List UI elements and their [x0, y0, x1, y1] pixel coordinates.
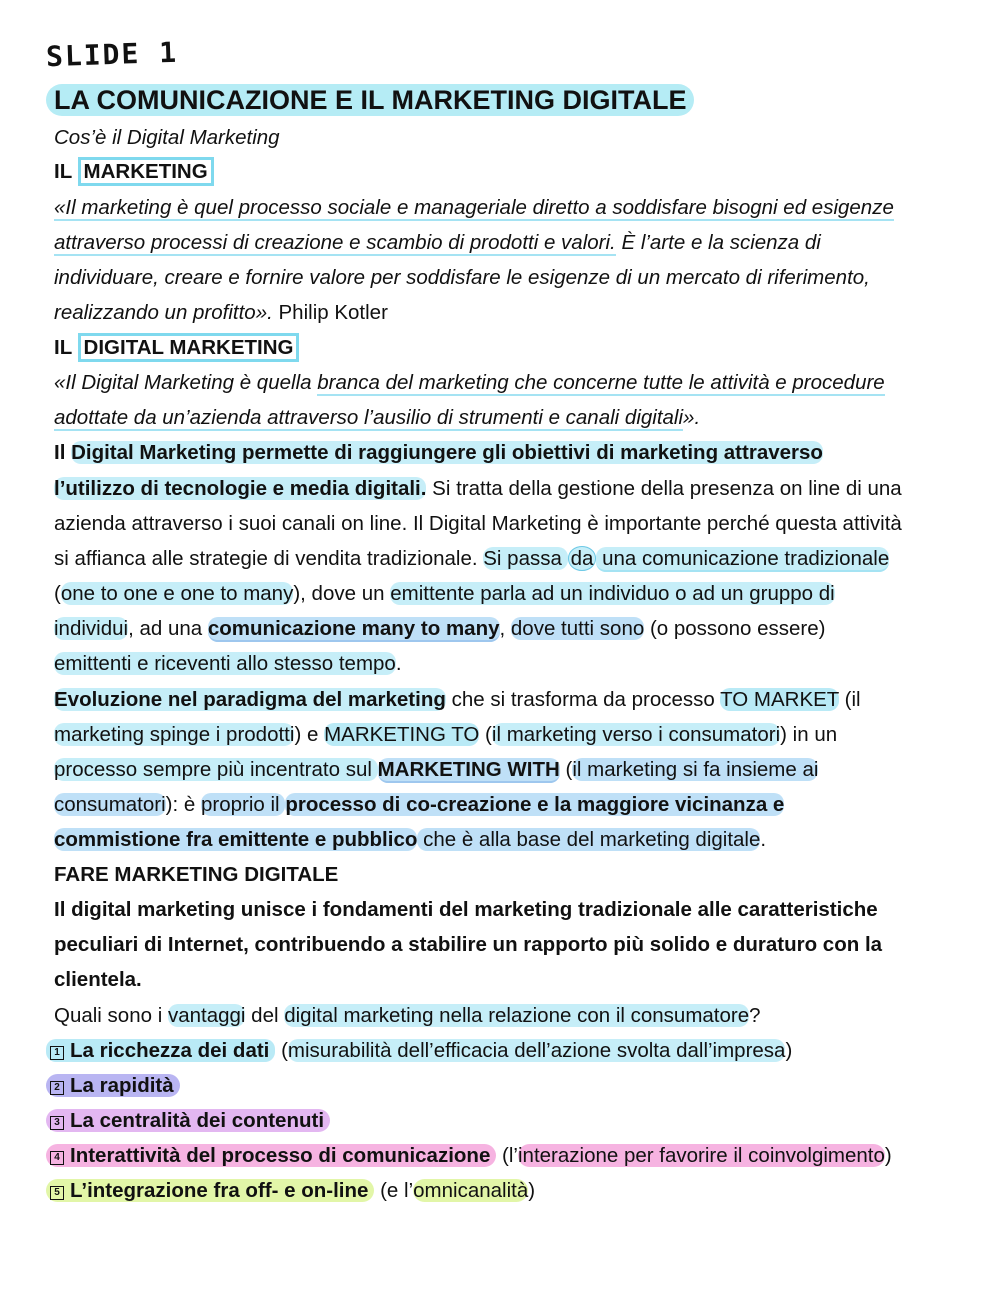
kotler-line-2: attraverso processi di creazione e scambio di prodotti e valori. È l’arte e la scienza di: [54, 231, 821, 254]
fare-line-2: peculiari di Internet, contribuendo a stabilire un rapporto più solido e duraturo con la: [54, 933, 883, 956]
number-box-icon: 4: [50, 1151, 64, 1165]
question-line: Quali sono i vantaggi del digital marketing nella relazione con il consumatore?: [54, 1004, 761, 1027]
list-item: 5 L’integrazione fra off- e on-line (e l’omnicanalità): [46, 1177, 535, 1205]
list-item: 3 La centralità dei contenuti: [46, 1107, 330, 1135]
slide-label: SLIDE 1: [45, 35, 179, 74]
boxed-term: MARKETING: [78, 157, 214, 186]
evolution-line-4: consumatori): è proprio il processo di co-creazione e la maggiore vicinanza e: [54, 793, 785, 816]
definition-line-4: l’utilizzo di tecnologie e media digitali. Si tratta della gestione della presenza on line di una: [54, 477, 902, 500]
evolution-line-5: commistione fra emittente e pubblico che è alla base del marketing digitale.: [54, 828, 767, 851]
subtitle: Cos’è il Digital Marketing: [54, 126, 280, 149]
number-box-icon: 3: [50, 1116, 64, 1130]
list-item: 2 La rapidità: [46, 1072, 180, 1100]
evolution-line-2: marketing spinge i prodotti) e MARKETING TO (il marketing verso i consumatori) in un: [54, 723, 838, 746]
section-heading-fare-marketing: FARE MARKETING DIGITALE: [54, 863, 339, 886]
number-box-icon: 2: [50, 1081, 64, 1095]
fare-line-1: Il digital marketing unisce i fondamenti del marketing tradizionale alle caratteristiche: [54, 898, 878, 921]
circled-word: da: [568, 546, 597, 571]
section-heading-marketing: IL MARKETING: [54, 158, 214, 186]
definition-line-3: Il Digital Marketing permette di raggiungere gli obiettivi di marketing attraverso: [54, 441, 823, 464]
page-title: LA COMUNICAZIONE E IL MARKETING DIGITALE: [46, 84, 694, 116]
kotler-line-4: realizzando un profitto». Philip Kotler: [54, 301, 388, 324]
list-item: 4 Interattività del processo di comunicazione (l’interazione per favorire il coinvolgimento): [46, 1142, 892, 1170]
kotler-line-1: «Il marketing è quel processo sociale e manageriale diretto a soddisfare bisogni ed esigenze: [54, 196, 894, 219]
definition-line-1: «Il Digital Marketing è quella branca del marketing che concerne tutte le attività e procedure: [54, 371, 885, 394]
kotler-line-3: individuare, creare e fornire valore per soddisfare le esigenze di un mercato di riferimento,: [54, 266, 870, 289]
definition-line-9: emittenti e riceventi allo stesso tempo.: [54, 652, 402, 675]
number-box-icon: 5: [50, 1186, 64, 1200]
definition-line-5: azienda attraverso i suoi canali on line. Il Digital Marketing è importante perché questa attività: [54, 512, 902, 535]
list-item: 1 La ricchezza dei dati (misurabilità dell’efficacia dell’azione svolta dall’impresa): [46, 1037, 792, 1065]
number-box-icon: 1: [50, 1046, 64, 1060]
definition-line-6: si affianca alle strategie di vendita tradizionale. Si passa da una comunicazione tradizionale: [54, 547, 890, 570]
definition-line-7: (one to one e one to many), dove un emittente parla ad un individuo o ad un gruppo di: [54, 582, 835, 605]
boxed-term: DIGITAL MARKETING: [78, 333, 300, 362]
definition-line-2: adottate da un’azienda attraverso l’ausilio di strumenti e canali digitali».: [54, 406, 701, 429]
evolution-line-1: Evoluzione nel paradigma del marketing che si trasforma da processo TO MARKET (il: [54, 688, 861, 711]
fare-line-3: clientela.: [54, 968, 142, 991]
evolution-line-3: processo sempre più incentrato sul MARKETING WITH (il marketing si fa insieme ai: [54, 758, 819, 781]
section-heading-digital-marketing: IL DIGITAL MARKETING: [54, 334, 299, 362]
definition-line-8: individui, ad una comunicazione many to many, dove tutti sono (o possono essere): [54, 617, 826, 640]
